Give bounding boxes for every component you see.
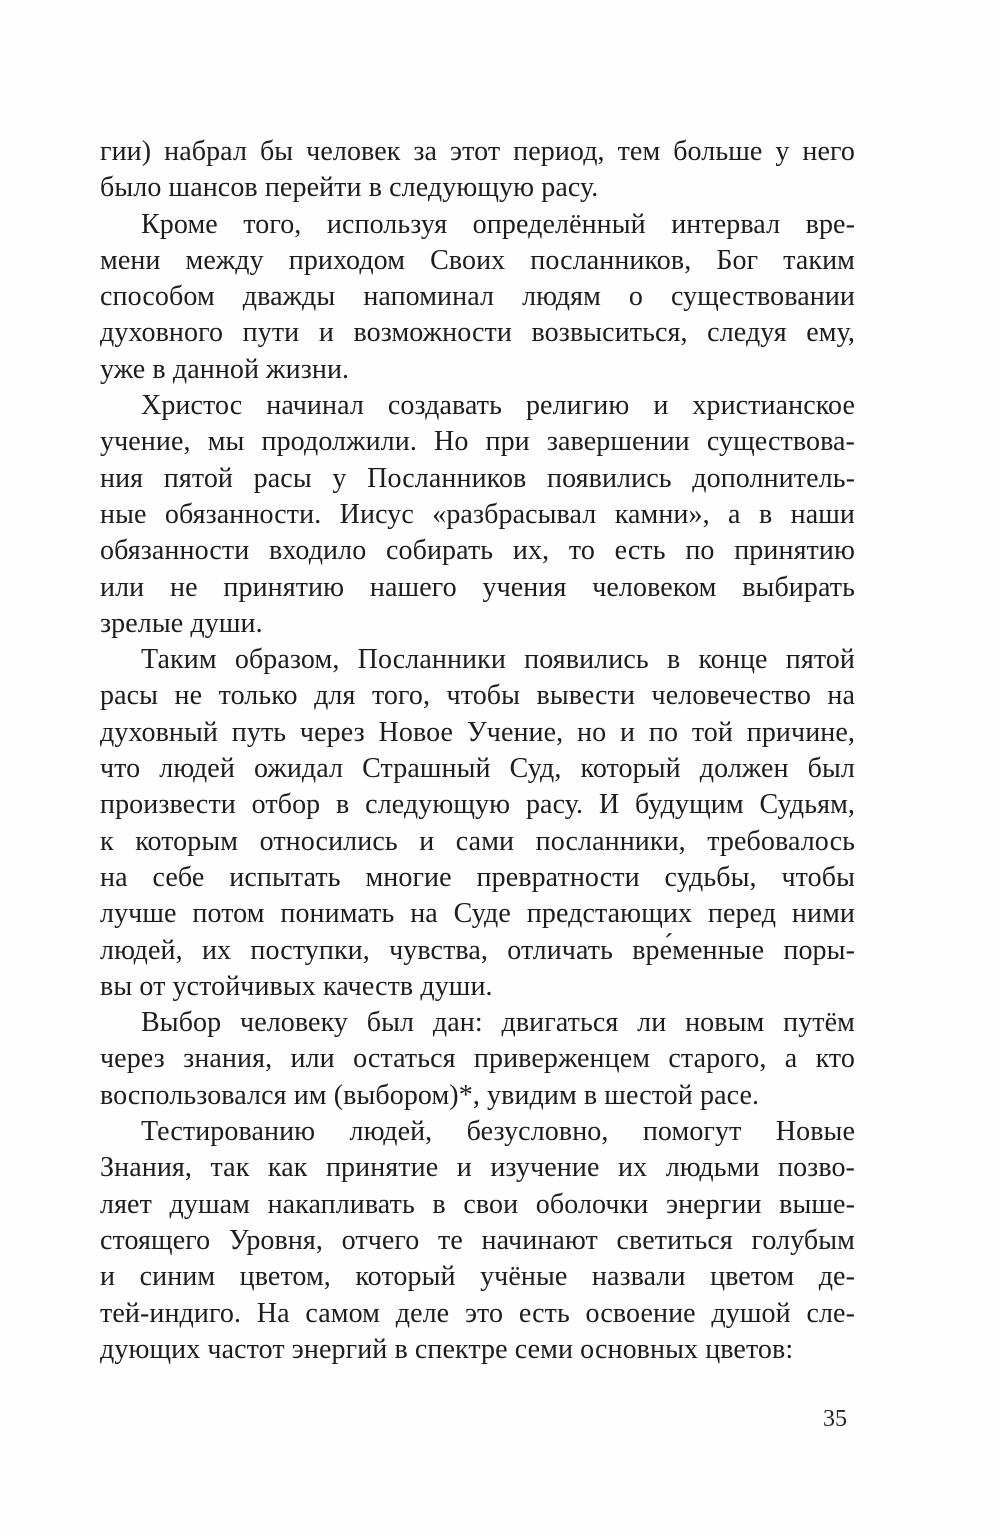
text-line: гии) набрал бы человек за этот период, тем больше у него [100, 136, 855, 167]
text-line: воспользовался им (выбором)*, увидим в шестой расе. [100, 1079, 760, 1111]
text-line: Знания, так как принятие и изучение их людьми позво- [100, 1152, 855, 1184]
text-line: произвести отбор в следующую расу. И будущим Судьям, [100, 789, 855, 821]
text-line: Тестированию людей, безусловно, помогут Новые [141, 1116, 855, 1148]
text-line: Кроме того, используя определённый интервал вре- [141, 208, 855, 240]
text-line: через знания, или остаться приверженцем старого, а кто [100, 1043, 855, 1075]
page-number: 35 [823, 1406, 847, 1432]
text-line: людей, их поступки, чувства, отличать вре́менные поры- [100, 934, 855, 966]
text-line: зрелые души. [100, 607, 263, 639]
text-line: дующих частот энергий в спектре семи основных цветов: [100, 1333, 794, 1365]
text-line: тей-индиго. На самом деле это есть освоение душой сле- [100, 1297, 855, 1329]
text-line: стоящего Уровня, отчего те начинают светиться голубым [100, 1224, 855, 1256]
text-line: или не принятию нашего учения человеком выбирать [100, 571, 855, 603]
text-line: и синим цветом, который учёные назвали цветом де- [100, 1261, 855, 1293]
text-line: ния пятой расы у Посланников появились дополнитель- [100, 462, 855, 494]
text-line: лучше потом понимать на Суде предстающих перед ними [100, 898, 855, 930]
text-line: способом дважды напоминал людям о существовании [100, 281, 855, 313]
text-line: ные обязанности. Иисус «разбрасывал камни», а в наши [100, 498, 855, 530]
text-line: Таким образом, Посланники появились в конце пятой [141, 644, 855, 676]
text-line: духовный путь через Новое Учение, но и по той причине, [100, 716, 855, 748]
text-line: вы от устойчивых качеств души. [100, 970, 493, 1002]
text-line: Христос начинал создавать религию и христианское [141, 390, 855, 422]
text-line: расы не только для того, чтобы вывести человечество на [100, 680, 855, 712]
text-line: учение, мы продолжили. Но при завершении существова- [100, 426, 855, 458]
text-line: обязанности входило собирать их, то есть по принятию [100, 535, 855, 567]
text-line: духовного пути и возможности возвыситься, следуя ему, [100, 317, 855, 349]
text-block [100, 134, 855, 1368]
text-line: Выбор человеку был дан: двигаться ли новым путём [141, 1007, 855, 1039]
text-line: было шансов перейти в следующую расу. [100, 172, 599, 204]
text-line: что людей ожидал Страшный Суд, который должен был [100, 753, 855, 785]
text-line: ляет душам накапливать в свои оболочки энергии выше- [100, 1188, 855, 1220]
text-line: мени между приходом Своих посланников, Бог таким [100, 244, 855, 276]
text-line: на себе испытать многие превратности судьбы, чтобы [100, 861, 855, 893]
text-line: к которым относились и сами посланники, требовалось [100, 825, 855, 857]
text-line: уже в данной жизни. [100, 353, 350, 385]
